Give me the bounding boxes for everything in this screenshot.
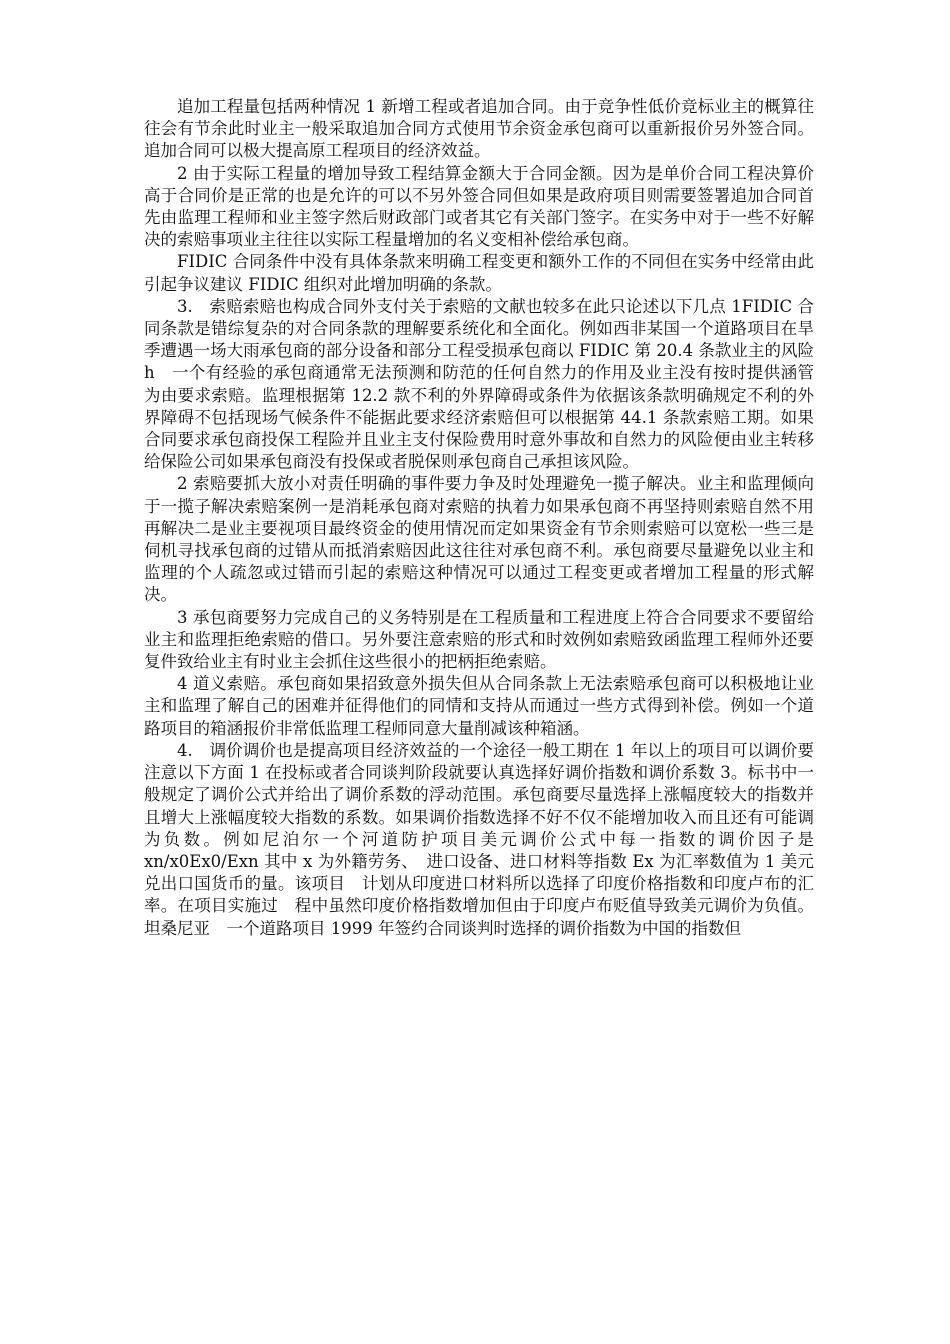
paragraph-quantity-increase: 2 由于实际工程量的增加导致工程结算金额大于合同金额。因为是单价合同工程决算价高于合同价是正常的也是允许的可以不另外签合同但如果是政府项目则需要签署追加合同首先由监理工程师和业主签字然后财政部门或者其它有关部门签字。在实务中对于一些不好解决的索赔事项业主往往以实际工程量增加的名义变相补偿给承包商。 (144, 163, 814, 250)
paragraph-contractor-obligations: 3 承包商要努力完成自己的义务特别是在工程质量和工程进度上符合合同要求不要留给业主和监理拒绝索赔的借口。另外要注意索赔的形式和时效例如索赔致函监理工程师外还要复件致给业主有时业主会抓住这些很小的把柄拒绝索赔。 (144, 607, 814, 672)
document-page (144, 96, 814, 940)
paragraph-additional-quantities: 追加工程量包括两种情况 1 新增工程或者追加合同。由于竞争性低价竞标业主的概算往往会有节余此时业主一般采取追加合同方式使用节余资金承包商可以重新报价另外签合同。追加合同可以极大提高原工程项目的经济效益。 (144, 97, 814, 161)
paragraph-price-adjustment: 4. 调价调价也是提高项目经济效益的一个途径一般工期在 1 年以上的项目可以调价要注意以下方面 1 在投标或者合同谈判阶段就要认真选择好调价指数和调价系数 3。标书中一般规定了调价公式并给出了调价系数的浮动范围。承包商要尽量选择上涨幅度较大的指数并且增大上涨幅度较大指数的系数。如果调价指数选择不好不仅不能增加收入而且还有可能调为负数。例如尼泊尔一个河道防护项目美元调价公式中每一指数的调价因子是 xn/x0Ex0/Exn 其中 x 为外籍劳务、 进口设备、进口材料等指数 Ex 为汇率数值为 1 美元兑出口国货币的量。该项目 计划从印度进口材料所以选择了印度价格指数和印度卢布的汇率。在项目实施过 程中虽然印度价格指数增加但由于印度卢布贬值导致美元调价为负值。坦桑尼亚 一个道路项目 1999 年签约合同谈判时选择的调价指数为中国的指数但 (144, 740, 814, 938)
paragraph-claims-strategy: 2 索赔要抓大放小对责任明确的事件要力争及时处理避免一揽子解决。业主和监理倾向于一揽子解决索赔案例一是消耗承包商对索赔的执着力如果承包商不再坚持则索赔自然不用再解决二是业主要视项目最终资金的使用情况而定如果资金有节余则索赔可以宽松一些三是伺机寻找承包商的过错从而抵消索赔因此这往往对承包商不利。承包商要尽量避免以业主和监理的个人疏忽或过错而引起的索赔这种情况可以通过工程变更或者增加工程量的形式解决。 (144, 474, 814, 605)
paragraph-fidic-variation: FIDIC 合同条件中没有具体条款来明确工程变更和额外工作的不同但在实务中经常由此引起争议建议 FIDIC 组织对此增加明确的条款。 (144, 252, 814, 294)
paragraph-claims: 3. 索赔索赔也构成合同外支付关于索赔的文献也较多在此只论述以下几点 1FIDIC 合同条款是错综复杂的对合同条款的理解要系统化和全面化。例如西非某国一个道路项目在旱季遭遇一场大雨承包商的部分设备和部分工程受损承包商以 FIDIC 第 20.4 条款业主的风险 h 一个有经验的承包商通常无法预测和防范的任何自然力的作用及业主没有按时提供涵管为由要求索赔。监理根据第 12.2 款不利的外界障碍或条件为依据该条款明确规定不利的外界障碍不包括现场气候条件不能据此要求经济索赔但可以根据第 44.1 条款索赔工期。如果合同要求承包商投保工程险并且业主支付保险费用时意外事故和自然力的风险便由业主转移给保险公司如果承包商没有投保或者脱保则承包商自己承担该风险。 (144, 296, 814, 472)
paragraph-moral-claims: 4 道义索赔。承包商如果招致意外损失但从合同条款上无法索赔承包商可以积极地让业主和监理了解自己的困难并征得他们的同情和支持从而通过一些方式得到补偿。例如一个道路项目的箱涵报价非常低监理工程师同意大量削减该种箱涵。 (144, 674, 814, 738)
